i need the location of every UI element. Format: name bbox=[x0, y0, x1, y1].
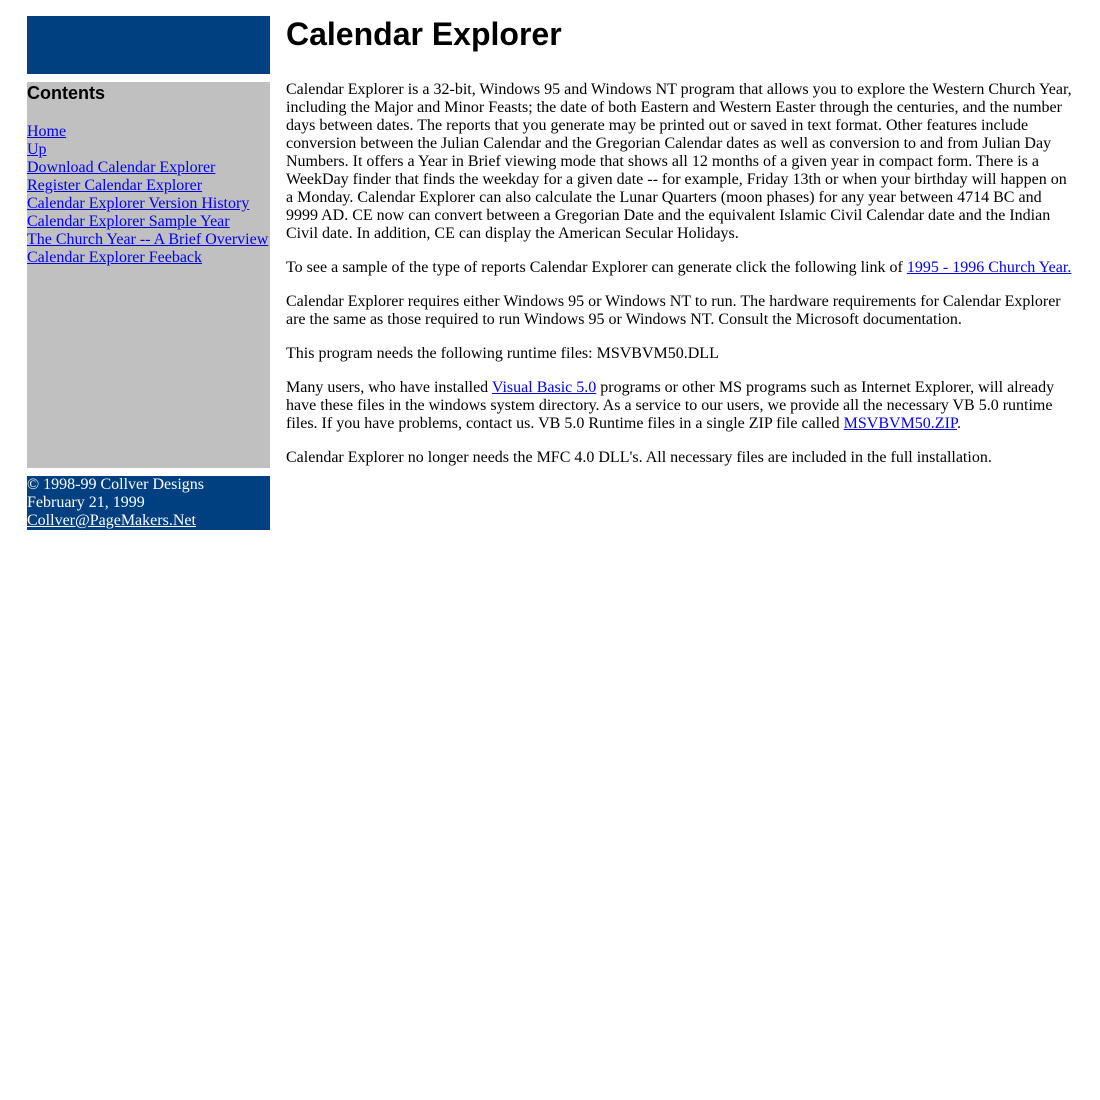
runtime-files-paragraph: This program needs the following runtime files: MSVBVM50.DLL bbox=[286, 345, 719, 362]
copyright-text: © 1998-99 Collver Designs bbox=[27, 476, 205, 493]
visual-basic-link[interactable]: Visual Basic 5.0 bbox=[491, 379, 597, 396]
msvbvm50-zip-link[interactable]: MSVBVM50.ZIP bbox=[843, 415, 958, 432]
requirements-paragraph: Calendar Explorer requires either Windows 95 or Windows NT to run. The hardware requirements for Calendar Explorer are the same as those required to run Windows 95 or Windows NT. Consult the Microsoft documentation. bbox=[286, 293, 1061, 328]
nav-list bbox=[27, 123, 270, 267]
page-title: Calendar Explorer bbox=[286, 16, 562, 52]
nav-link-home[interactable]: Home bbox=[27, 123, 67, 140]
intro-paragraph: Calendar Explorer is a 32-bit, Windows 95 and Windows NT program that allows you to explore the Western Church Year, including the Major and Minor Feasts; the date of both Eastern and Western Easter through the centuries, and the number days between dates. The reports that you generate may be printed out or saved in text format. Other features include conversion between the Julian Calendar and the Gregorian Calendar dates as well as conversion to and from Julian Day Numbers. It offers a Year in Brief viewing mode that shows all 12 months of a given year in compact form. There is a WeekDay finder that finds the weekday for a given date -- for example, Friday 13th or when your birthday will happen on a Monday. Calendar Explorer can also calculate the Lunar Quarters (moon phases) for any year between 4714 BC and 9999 AD. CE now can convert between a Gregorian Date and the equivalent Islamic Civil Calendar date and the Indian Civil date. In addition, CE can display the American Secular Holidays. bbox=[286, 81, 1072, 242]
contents-panel bbox=[27, 82, 270, 468]
sample-paragraph bbox=[286, 259, 1076, 277]
sidebar bbox=[27, 16, 270, 530]
nav-link-sample-year[interactable]: Calendar Explorer Sample Year bbox=[27, 213, 230, 230]
sample-text: To see a sample of the type of reports Calendar Explorer can generate click the following link of bbox=[286, 259, 907, 276]
mfc-paragraph: Calendar Explorer no longer needs the MFC 4.0 DLL's. All necessary files are included in the full installation. bbox=[286, 449, 992, 466]
banner-block bbox=[27, 16, 270, 74]
nav-link-register[interactable]: Register Calendar Explorer bbox=[27, 177, 203, 194]
nav-link-up[interactable]: Up bbox=[27, 141, 47, 158]
email-link[interactable]: Collver@PageMakers.Net bbox=[27, 512, 196, 529]
runtime-text-a: Many users, who have installed bbox=[286, 379, 492, 396]
nav-link-version-history[interactable]: Calendar Explorer Version History bbox=[27, 195, 250, 212]
church-year-sample-link[interactable]: 1995 - 1996 Church Year. bbox=[906, 259, 1072, 276]
nav-link-church-year[interactable]: The Church Year -- A Brief Overview bbox=[27, 231, 269, 248]
runtime-text-b: programs or other MS programs such as Internet Explorer, will already have these files in the windows system directory. As a service to our users, we provide all the necessary VB 5.0 runtime files. If you have problems, contact us. VB 5.0 Runtime files in a single ZIP file called bbox=[286, 379, 1055, 432]
footer-panel bbox=[27, 476, 270, 530]
main-content bbox=[286, 16, 1076, 483]
runtime-download-paragraph bbox=[286, 379, 1076, 433]
runtime-text-c: . bbox=[957, 415, 962, 432]
contents-heading: Contents bbox=[27, 83, 105, 103]
nav-link-feedback[interactable]: Calendar Explorer Feeback bbox=[27, 249, 203, 266]
updated-date: February 21, 1999 bbox=[27, 494, 145, 511]
nav-link-download[interactable]: Download Calendar Explorer bbox=[27, 159, 216, 176]
